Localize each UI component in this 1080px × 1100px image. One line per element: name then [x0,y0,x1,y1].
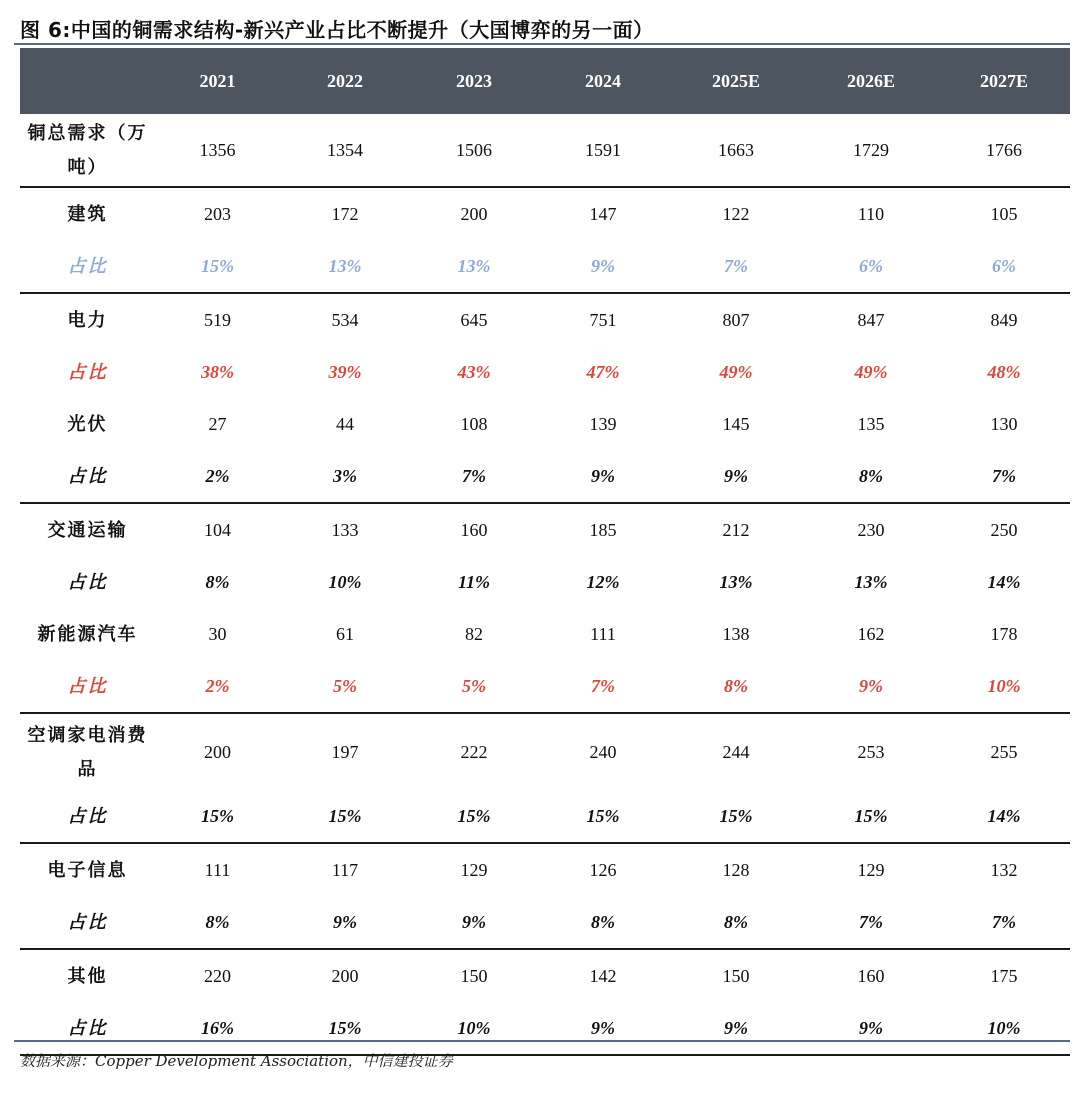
footer-divider [14,1040,1070,1042]
table-cell: 122 [668,187,804,240]
table-cell: 203 [155,187,280,240]
source-note: 数据来源：Copper Development Association，中信建投证券 [20,1052,453,1070]
table-cell: 1356 [199,139,236,160]
table-cell: 47% [586,361,620,382]
table-cell: 200 [280,949,410,1002]
table-cell: 7% [992,465,1016,486]
table-cell: 8% [724,675,748,696]
table-cell: 8% [205,571,230,592]
table-cell: 2% [205,675,230,696]
table-cell: 8% [724,911,748,932]
table-cell: 43% [457,361,491,382]
table-cell: 139 [589,413,617,434]
table-cell: 10% [938,1002,1070,1055]
table-cell: 15% [328,805,362,826]
table-cell: 13% [328,255,362,276]
table-row-power [20,293,1070,346]
table-cell: 108 [460,413,488,434]
table-cell: 200 [155,713,280,790]
table-row-new-energy-vehicles-share [20,660,1070,713]
row-label: 其他 [20,949,155,1002]
table-cell: 1729 [853,139,889,160]
table-cell: 3% [333,465,357,486]
row-label: 占比 [67,256,108,276]
table-cell: 132 [938,843,1070,896]
table-cell: 9% [591,255,615,276]
table-cell: 117 [280,843,410,896]
table-row-transport [20,503,1070,556]
table-cell: 240 [538,713,668,790]
table-cell: 145 [722,413,750,434]
table-cell: 13% [457,255,491,276]
table-cell: 200 [410,187,538,240]
header-year: 2027E [938,48,1070,114]
table-cell: 534 [280,293,410,346]
table-cell: 13% [854,571,888,592]
table-cell: 110 [804,187,938,240]
table-cell: 175 [938,949,1070,1002]
table-cell: 15% [854,805,888,826]
table-cell: 44 [336,413,354,434]
table-cell: 14% [987,571,1021,592]
table-cell: 128 [668,843,804,896]
table-row-transport-share [20,556,1070,608]
table-cell: 6% [992,255,1016,276]
table-cell: 178 [990,623,1018,644]
table-row-total-demand [20,114,1070,187]
row-label: 交通运输 [20,503,155,556]
header-corner [20,48,155,114]
table-cell: 519 [155,293,280,346]
table-cell: 5% [333,675,357,696]
table-cell: 111 [155,843,280,896]
table-cell: 160 [804,949,938,1002]
table-cell: 185 [538,503,668,556]
table-cell: 751 [538,293,668,346]
table-cell: 11% [457,571,490,592]
header-year: 2024 [538,48,668,114]
table-cell: 9% [538,1002,668,1055]
table-cell: 15% [457,805,491,826]
table-cell: 253 [804,713,938,790]
table-cell: 7% [462,465,486,486]
row-label: 空调家电消费品 [20,713,155,790]
table-cell: 9% [462,911,486,932]
table-cell: 142 [538,949,668,1002]
header-year: 2025E [668,48,804,114]
table-row-photovoltaic [20,398,1070,450]
header-year: 2026E [804,48,938,114]
table-cell: 5% [462,675,486,696]
table-cell: 7% [859,911,883,932]
table-cell: 48% [987,361,1021,382]
row-label: 占比 [67,806,108,826]
table-cell: 1663 [718,139,754,160]
table-row-appliances [20,713,1070,790]
header-year: 2021 [155,48,280,114]
table-cell: 133 [280,503,410,556]
table-cell: 7% [992,911,1016,932]
table-row-electronics [20,843,1070,896]
table-row-appliances-share [20,790,1070,843]
table-row-photovoltaic-share [20,450,1070,503]
table-row-construction-share [20,240,1070,293]
table-cell: 222 [410,713,538,790]
row-label: 占比 [67,362,108,382]
row-label: 电力 [20,293,155,346]
table-cell: 129 [804,843,938,896]
table-cell: 104 [155,503,280,556]
table-cell: 250 [938,503,1070,556]
row-label: 占比 [20,1002,155,1055]
table-row-construction [20,187,1070,240]
table-cell: 15% [280,1002,410,1055]
table-cell: 10% [328,571,362,592]
table-cell: 12% [586,571,620,592]
header-year: 2023 [410,48,538,114]
table-cell: 1591 [585,139,621,160]
table-cell: 160 [410,503,538,556]
row-label: 新能源汽车 [37,624,138,644]
table-cell: 197 [280,713,410,790]
table-cell: 10% [987,675,1021,696]
table-cell: 135 [857,413,885,434]
table-cell: 27 [208,413,227,434]
table-cell: 9% [333,911,357,932]
table-cell: 6% [859,255,883,276]
table-cell: 1766 [986,139,1022,160]
table-cell: 111 [590,623,616,644]
table-cell: 230 [804,503,938,556]
table-cell: 9% [591,465,615,486]
table-cell: 49% [719,361,753,382]
table-cell: 126 [538,843,668,896]
table-cell: 105 [938,187,1070,240]
table-cell: 162 [857,623,885,644]
table-cell: 212 [668,503,804,556]
table-cell: 8% [205,911,230,932]
table-cell: 15% [586,805,620,826]
header-year: 2022 [280,48,410,114]
copper-demand-table [20,48,1070,1056]
table-cell: 150 [668,949,804,1002]
table-row-other-share [20,1002,1070,1055]
table-cell: 8% [859,465,883,486]
table-cell: 645 [410,293,538,346]
table-row-other [20,949,1070,1002]
row-label: 铜总需求（万吨） [27,123,148,177]
row-label: 占比 [67,572,108,592]
table-cell: 9% [668,1002,804,1055]
table-cell: 9% [859,675,883,696]
table-cell: 150 [410,949,538,1002]
title-divider [14,43,1070,45]
table-row-power-share [20,346,1070,398]
table-cell: 7% [724,255,748,276]
row-label: 电子信息 [20,843,155,896]
figure-title: 图 6:中国的铜需求结构-新兴产业占比不断提升（大国博弈的另一面） [20,18,654,42]
table-cell: 807 [668,293,804,346]
table-cell: 220 [155,949,280,1002]
table-cell: 138 [722,623,750,644]
table-cell: 9% [804,1002,938,1055]
table-cell: 847 [804,293,938,346]
table-cell: 849 [938,293,1070,346]
table-cell: 15% [719,805,753,826]
table-cell: 15% [201,255,234,276]
table-row-new-energy-vehicles [20,608,1070,660]
table-cell: 147 [538,187,668,240]
table-cell: 61 [336,623,354,644]
table-cell: 38% [201,361,234,382]
table-cell: 129 [410,843,538,896]
table-cell: 8% [591,911,615,932]
table-cell: 255 [938,713,1070,790]
table-cell: 1506 [456,139,492,160]
row-label: 光伏 [67,414,108,434]
row-label: 占比 [67,466,108,486]
table-cell: 13% [719,571,753,592]
table-cell: 2% [205,465,230,486]
table-cell: 244 [668,713,804,790]
table-cell: 172 [280,187,410,240]
table-cell: 16% [155,1002,280,1055]
table-cell: 49% [854,361,888,382]
table-cell: 9% [724,465,748,486]
row-label: 占比 [67,676,108,696]
table-row-electronics-share [20,896,1070,949]
table-cell: 14% [987,805,1021,826]
header-row [20,48,1070,114]
table-cell: 39% [328,361,362,382]
table-cell: 1354 [327,139,363,160]
table-cell: 10% [410,1002,538,1055]
table-cell: 82 [465,623,483,644]
row-label: 建筑 [20,187,155,240]
table-cell: 15% [201,805,234,826]
table-cell: 130 [990,413,1018,434]
table-cell: 7% [591,675,615,696]
table-cell: 30 [208,623,227,644]
row-label: 占比 [67,912,108,932]
